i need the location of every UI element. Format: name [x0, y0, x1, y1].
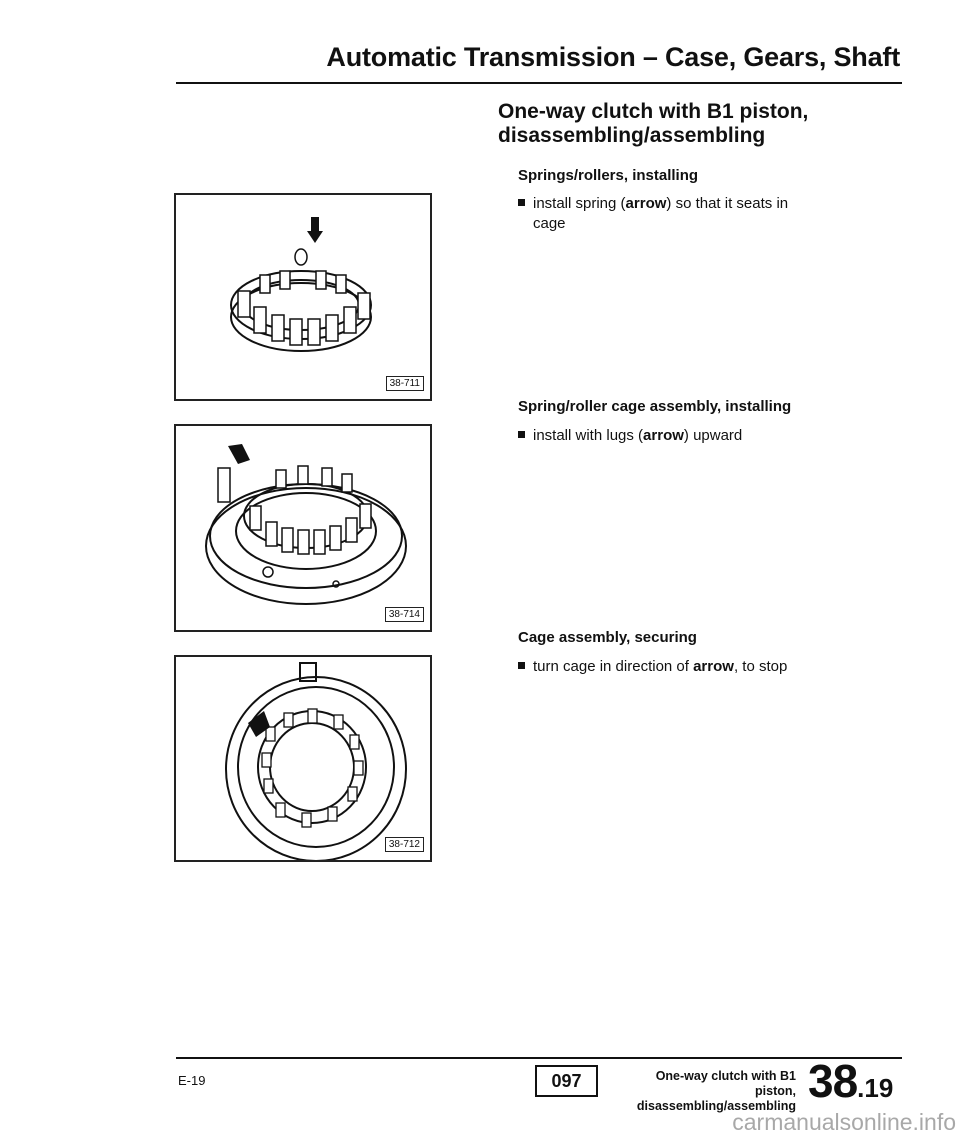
figure-cage-securing: [174, 655, 432, 862]
step-1-instruction: install spring (arrow) so that it seats in cage: [518, 194, 838, 234]
watermark: carmanualsonline.info: [732, 1109, 956, 1135]
step-2-heading: Spring/roller cage assembly, installing: [518, 398, 792, 415]
figure-spring-cage: [174, 193, 432, 401]
footer-desc-line1: One-way clutch with B1 piston,: [655, 1069, 796, 1098]
figure-cage-assembly: [174, 424, 432, 632]
bullet-square-icon: [518, 199, 525, 206]
figure-label: 38-714: [385, 607, 424, 622]
spring-cage-illustration: [176, 195, 432, 401]
figure-label: 38-711: [386, 376, 424, 391]
cage-assembly-illustration: [176, 426, 432, 632]
header-divider: [176, 82, 902, 84]
cage-securing-illustration: [176, 657, 432, 862]
section-title-line2: disassembling/assembling: [498, 124, 766, 147]
page-number: [808, 1054, 893, 1108]
footer-description: [612, 1069, 796, 1114]
bullet-square-icon: [518, 431, 525, 438]
step-3-heading: Cage assembly, securing: [518, 629, 697, 646]
page-code: E-19: [178, 1073, 206, 1088]
step-3-instruction: turn cage in direction of arrow, to stop: [518, 657, 838, 677]
step-1-heading: Springs/rollers, installing: [518, 167, 699, 184]
step-2-instruction: install with lugs (arrow) upward: [518, 426, 838, 446]
section-title: [498, 100, 898, 148]
figure-label: 38-712: [385, 837, 424, 852]
section-title-line1: One-way clutch with B1 piston,: [498, 100, 809, 123]
page-number-minor: .19: [857, 1073, 894, 1103]
footer-divider: [176, 1057, 902, 1059]
transmission-code-box: 097: [535, 1065, 598, 1097]
bullet-square-icon: [518, 662, 525, 669]
footer-desc-line2: disassembling/assembling: [636, 1099, 796, 1113]
page-header-title: Automatic Transmission – Case, Gears, Shaft: [326, 42, 900, 72]
page-number-major: 38: [808, 1055, 858, 1107]
